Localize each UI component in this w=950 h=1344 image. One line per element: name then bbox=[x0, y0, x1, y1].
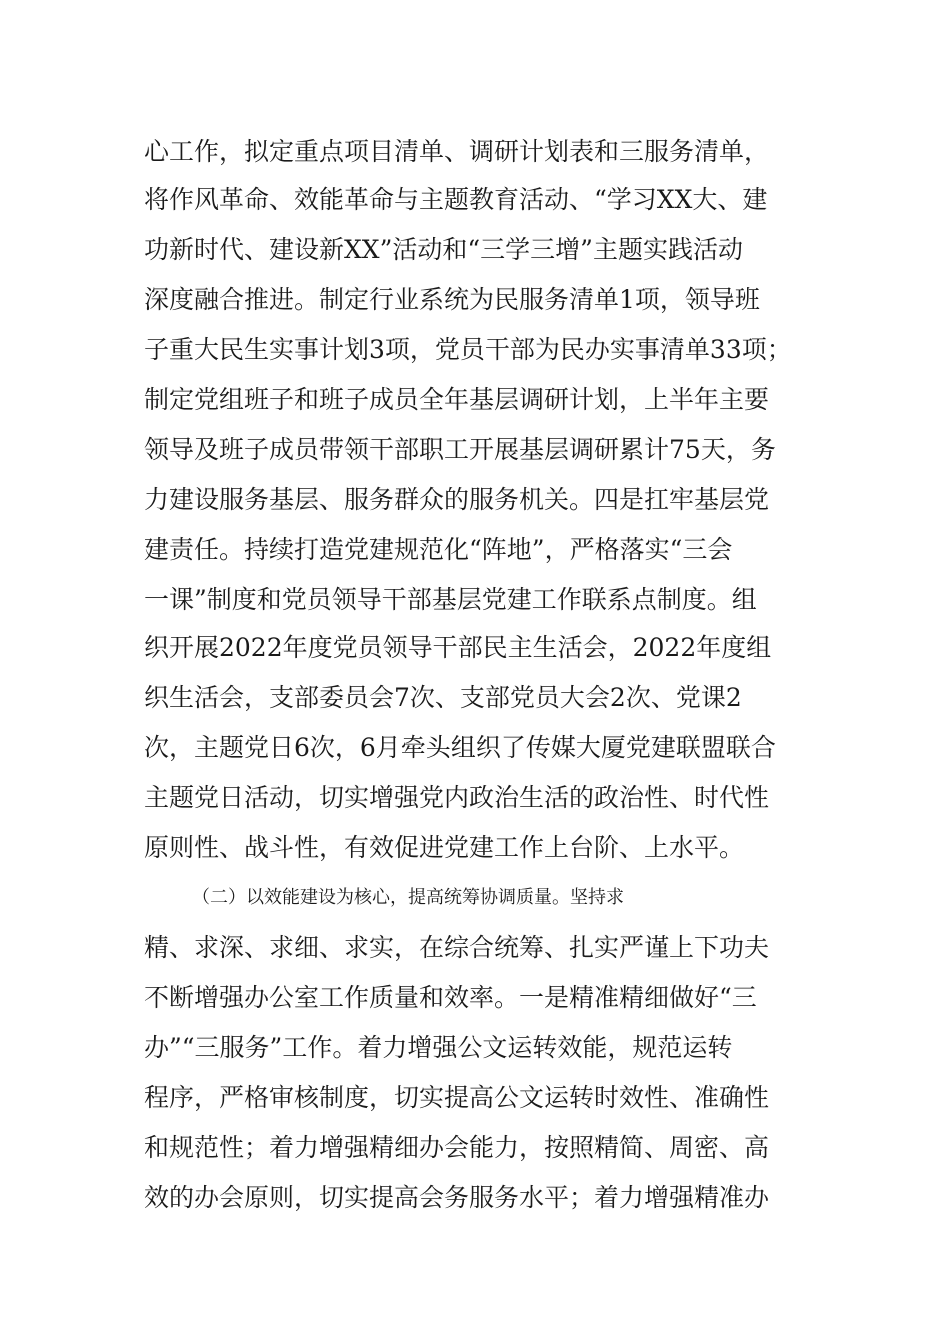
body-text-line: 织生活会，支部委员会7次、支部党员大会2次、党课2 bbox=[144, 683, 742, 712]
body-text-line: 建责任。持续打造党建规范化“阵地”，严格落实“三会 bbox=[144, 535, 733, 564]
body-text-line: 将作风革命、效能革命与主题教育活动、“学习XX大、建 bbox=[144, 185, 768, 214]
body-text-line: 心工作，拟定重点项目清单、调研计划表和三服务清单， bbox=[144, 137, 770, 166]
body-text-line: 领导及班子成员带领干部职工开展基层调研累计75天，务 bbox=[144, 435, 776, 464]
body-text-line: 制定党组班子和班子成员全年基层调研计划，上半年主要 bbox=[144, 385, 770, 414]
body-text-line: 不断增强办公室工作质量和效率。一是精准精细做好“三 bbox=[144, 983, 757, 1012]
section-heading-line: （二）以效能建设为核心，提高统筹协调质量。坚持求 bbox=[192, 887, 624, 908]
body-text-line: 原则性、战斗性，有效促进党建工作上台阶、上水平。 bbox=[144, 833, 745, 862]
body-text-line: 一课”制度和党员领导干部基层党建工作联系点制度。组 bbox=[144, 585, 757, 614]
body-text-line: 功新时代、建设新XX”活动和“三学三增”主题实践活动 bbox=[144, 235, 743, 264]
body-text-line: 精、求深、求细、求实，在综合统筹、扎实严谨上下功夫 bbox=[144, 933, 770, 962]
body-text-line: 主题党日活动，切实增强党内政治生活的政治性、时代性 bbox=[144, 783, 770, 812]
body-text-line: 深度融合推进。制定行业系统为民服务清单1项，领导班 bbox=[144, 285, 760, 314]
body-text-line: 和规范性；着力增强精细办会能力，按照精简、周密、高 bbox=[144, 1133, 770, 1162]
body-text-line: 办”“三服务”工作。着力增强公文运转效能，规范运转 bbox=[144, 1033, 733, 1062]
body-text-line: 程序，严格审核制度，切实提高公文运转时效性、准确性 bbox=[144, 1083, 770, 1112]
body-text-line: 次，主题党日6次，6月牵头组织了传媒大厦党建联盟联合 bbox=[144, 733, 776, 762]
body-text-line: 子重大民生实事计划3项，党员干部为民办实事清单33项； bbox=[144, 335, 792, 364]
body-text-line: 织开展2022年度党员领导干部民主生活会，2022年度组 bbox=[144, 633, 772, 662]
body-text-line: 力建设服务基层、服务群众的服务机关。四是扛牢基层党 bbox=[144, 485, 770, 514]
body-text-line: 效的办会原则，切实提高会务服务水平；着力增强精准办 bbox=[144, 1183, 770, 1212]
